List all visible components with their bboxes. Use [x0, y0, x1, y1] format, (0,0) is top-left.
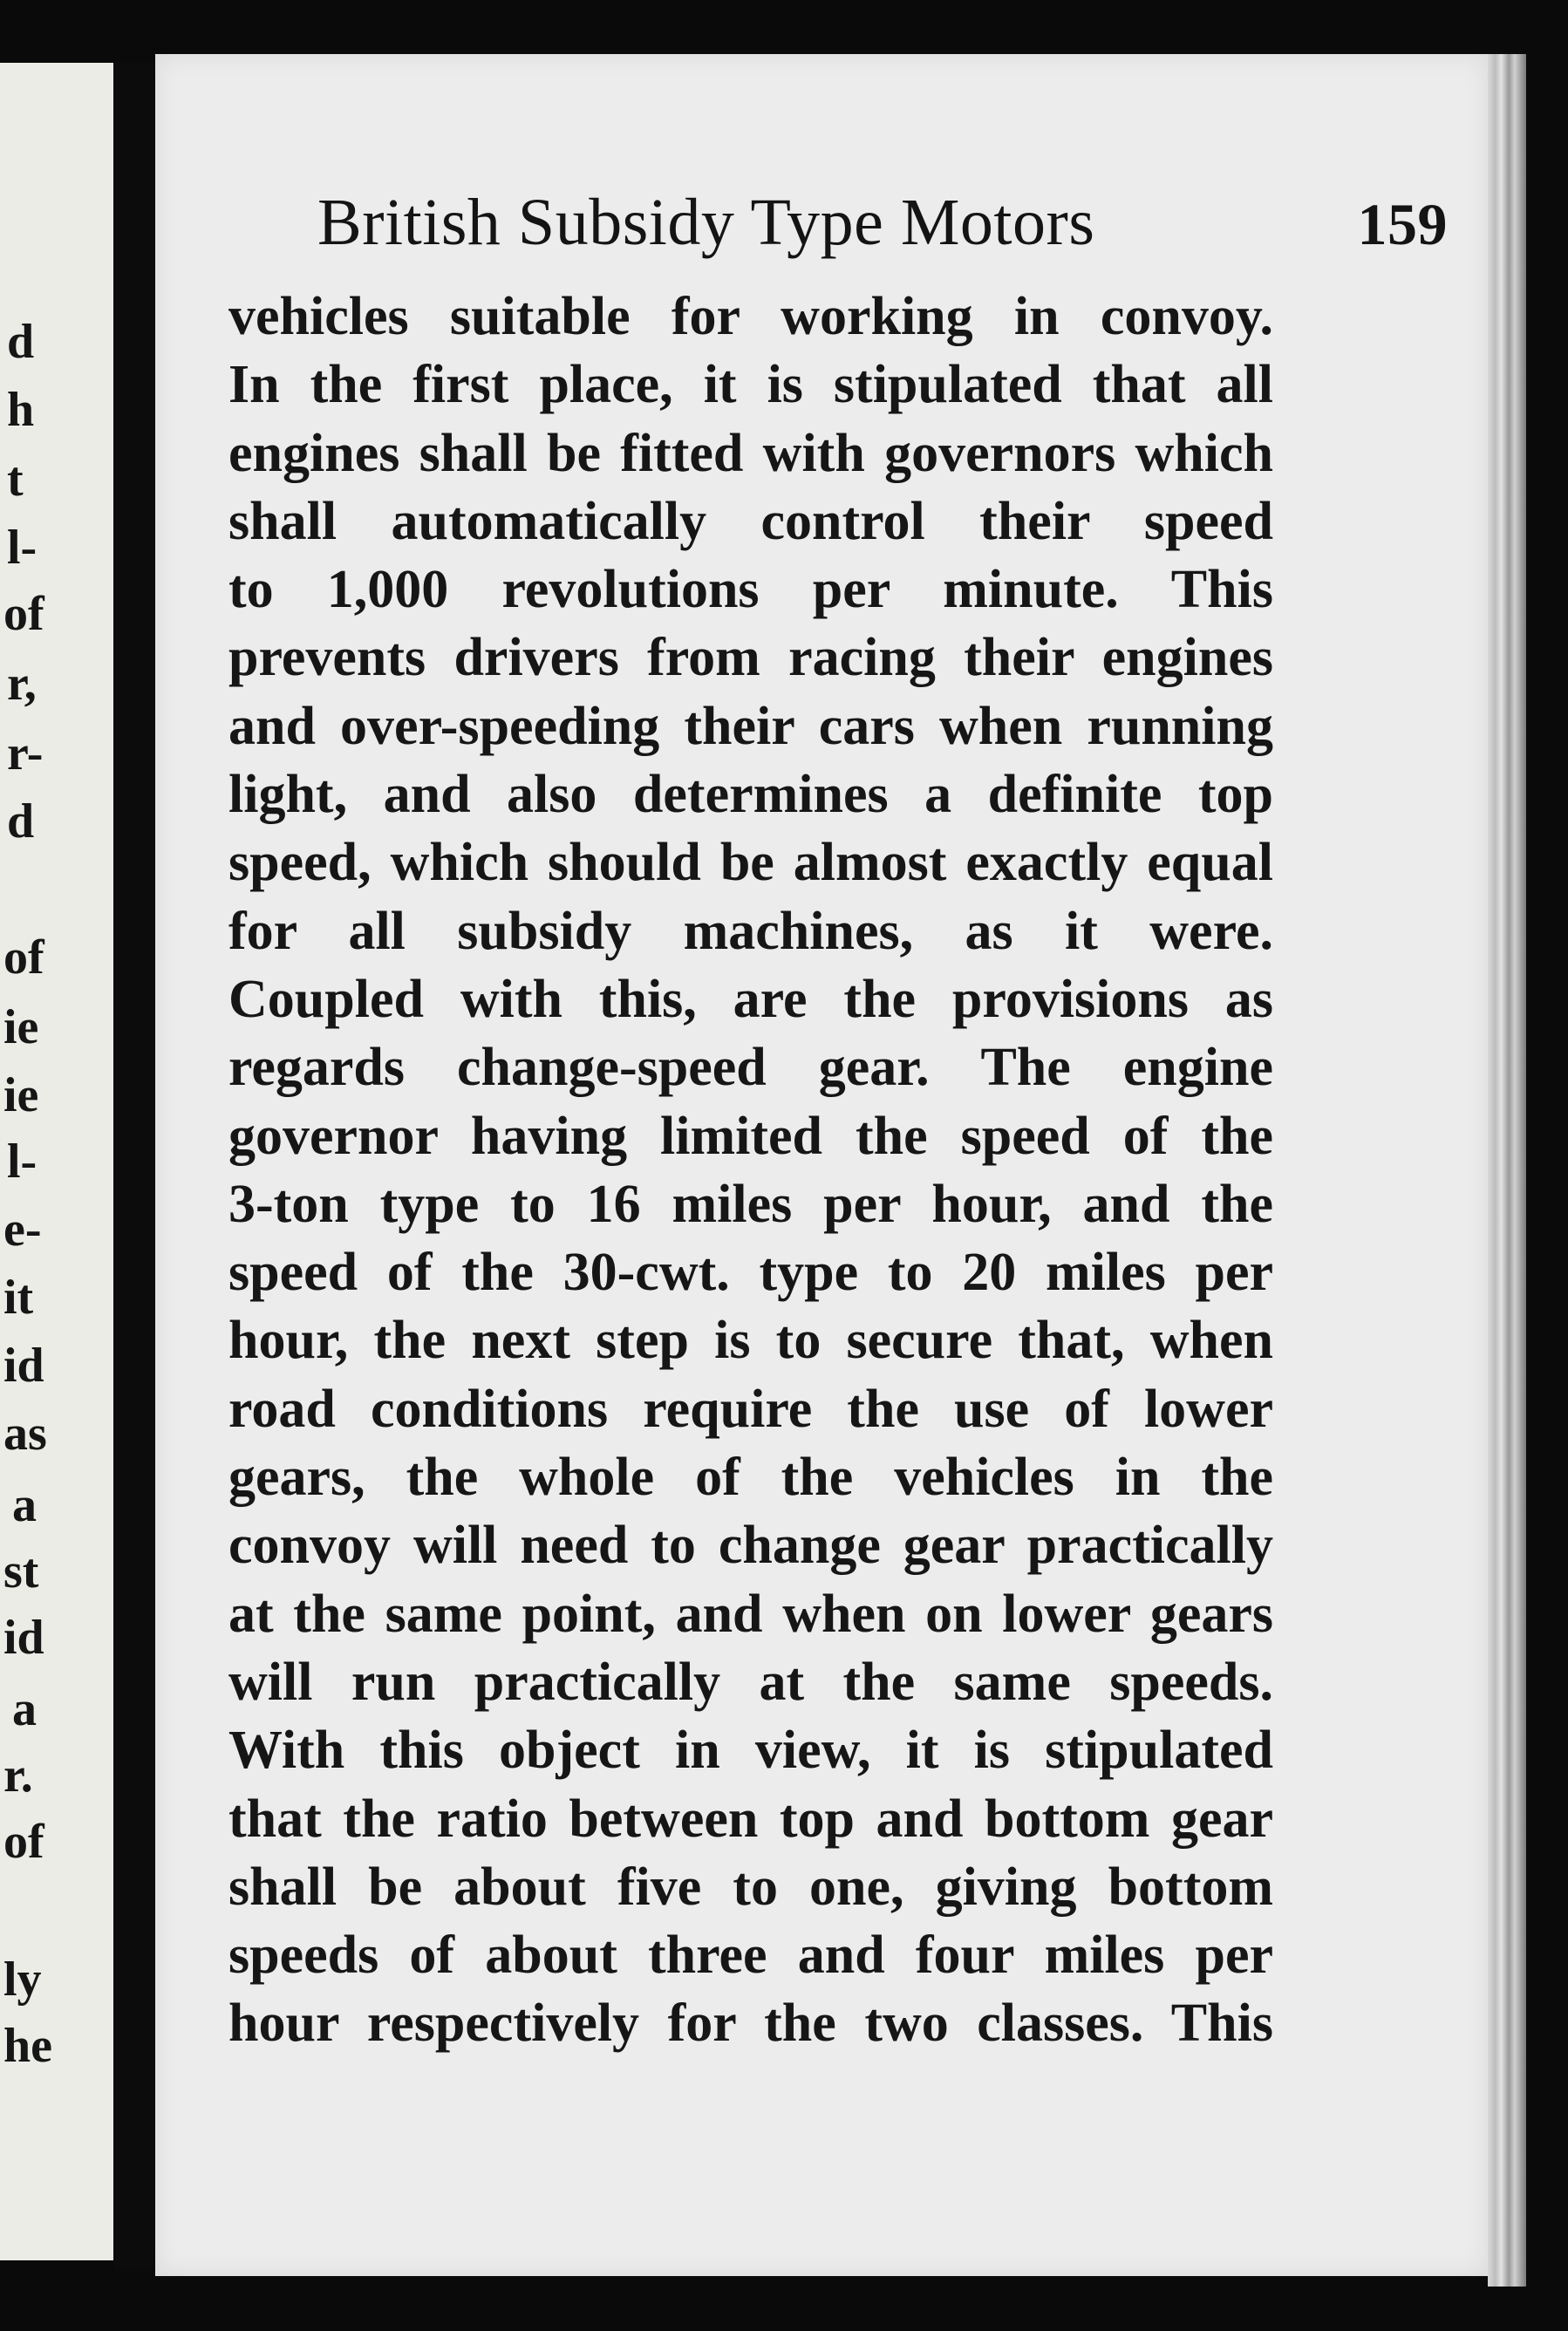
- facing-fragment: d: [7, 315, 35, 369]
- facing-fragment: ie: [3, 1068, 39, 1122]
- text-line: for all subsidy machines, as it were.: [228, 901, 1273, 961]
- text-line: hour, the next step is to secure that, when: [228, 1311, 1273, 1371]
- text-line: speeds of about three and four miles per: [228, 1925, 1273, 1986]
- facing-page-sliver: [0, 63, 113, 2260]
- text-line: speed of the 30-cwt. type to 20 miles per: [228, 1243, 1273, 1303]
- running-head: [317, 185, 1448, 261]
- text-line: With this object in view, it is stipulated: [228, 1721, 1273, 1781]
- text-line: In the first place, it is stipulated that all: [228, 355, 1273, 415]
- facing-fragment: a: [12, 1478, 37, 1532]
- facing-fragment: ie: [3, 1000, 39, 1054]
- page-number: 159: [1357, 191, 1448, 257]
- facing-fragment: of: [3, 587, 44, 641]
- page-stack-edge: [1488, 54, 1526, 2287]
- facing-fragment: d: [7, 794, 35, 849]
- text-line: vehicles suitable for working in convoy.: [228, 287, 1273, 346]
- facing-fragment: id: [3, 1339, 44, 1393]
- book-page: [155, 54, 1488, 2276]
- facing-fragment: as: [3, 1407, 47, 1461]
- facing-fragment: st: [3, 1544, 39, 1598]
- text-line: shall be about five to one, giving bottom: [228, 1857, 1273, 1917]
- text-line: 3-ton type to 16 miles per hour, and the: [228, 1174, 1273, 1234]
- running-head-title: British Subsidy Type Motors: [317, 186, 1095, 259]
- text-line: that the ratio between top and bottom gear: [228, 1789, 1273, 1849]
- facing-fragment: t: [7, 453, 24, 507]
- text-line: will run practically at the same speeds.: [228, 1652, 1273, 1712]
- facing-fragment: r-: [7, 726, 44, 780]
- text-line: governor having limited the speed of the: [228, 1106, 1273, 1166]
- text-line: convoy will need to change gear practically: [228, 1516, 1273, 1576]
- facing-fragment: l-: [7, 1135, 37, 1189]
- text-line: hour respectively for the two classes. This: [228, 1994, 1273, 2054]
- text-line: and over-speeding their cars when running: [228, 696, 1273, 756]
- facing-fragment: it: [3, 1271, 34, 1325]
- facing-fragment: l-: [7, 521, 37, 575]
- facing-fragment: of: [3, 930, 44, 985]
- facing-fragment: of: [3, 1815, 44, 1869]
- text-line: speed, which should be almost exactly equal: [228, 833, 1273, 893]
- text-line: regards change-speed gear. The engine: [228, 1038, 1273, 1098]
- text-line: gears, the whole of the vehicles in the: [228, 1448, 1273, 1508]
- facing-fragment: a: [12, 1682, 37, 1736]
- text-line: light, and also determines a definite top: [228, 765, 1273, 825]
- facing-fragment: he: [3, 2019, 52, 2073]
- text-line: road conditions require the use of lower: [228, 1379, 1273, 1439]
- facing-fragment: h: [7, 383, 35, 437]
- text-line: shall automatically control their speed: [228, 491, 1273, 551]
- facing-fragment: id: [3, 1611, 44, 1665]
- text-line: engines shall be fitted with governors which: [228, 423, 1273, 483]
- text-line: to 1,000 revolutions per minute. This: [228, 560, 1273, 620]
- facing-fragment: ly: [3, 1953, 42, 2007]
- facing-fragment: r.: [3, 1748, 33, 1803]
- facing-fragment: e-: [3, 1203, 42, 1257]
- book-gutter: [113, 63, 157, 2269]
- body-paragraph: [228, 283, 1273, 2058]
- text-line: Coupled with this, are the provisions as: [228, 969, 1273, 1029]
- text-line: prevents drivers from racing their engines: [228, 628, 1273, 688]
- text-line: at the same point, and when on lower gears: [228, 1584, 1273, 1644]
- facing-fragment: r,: [7, 657, 37, 711]
